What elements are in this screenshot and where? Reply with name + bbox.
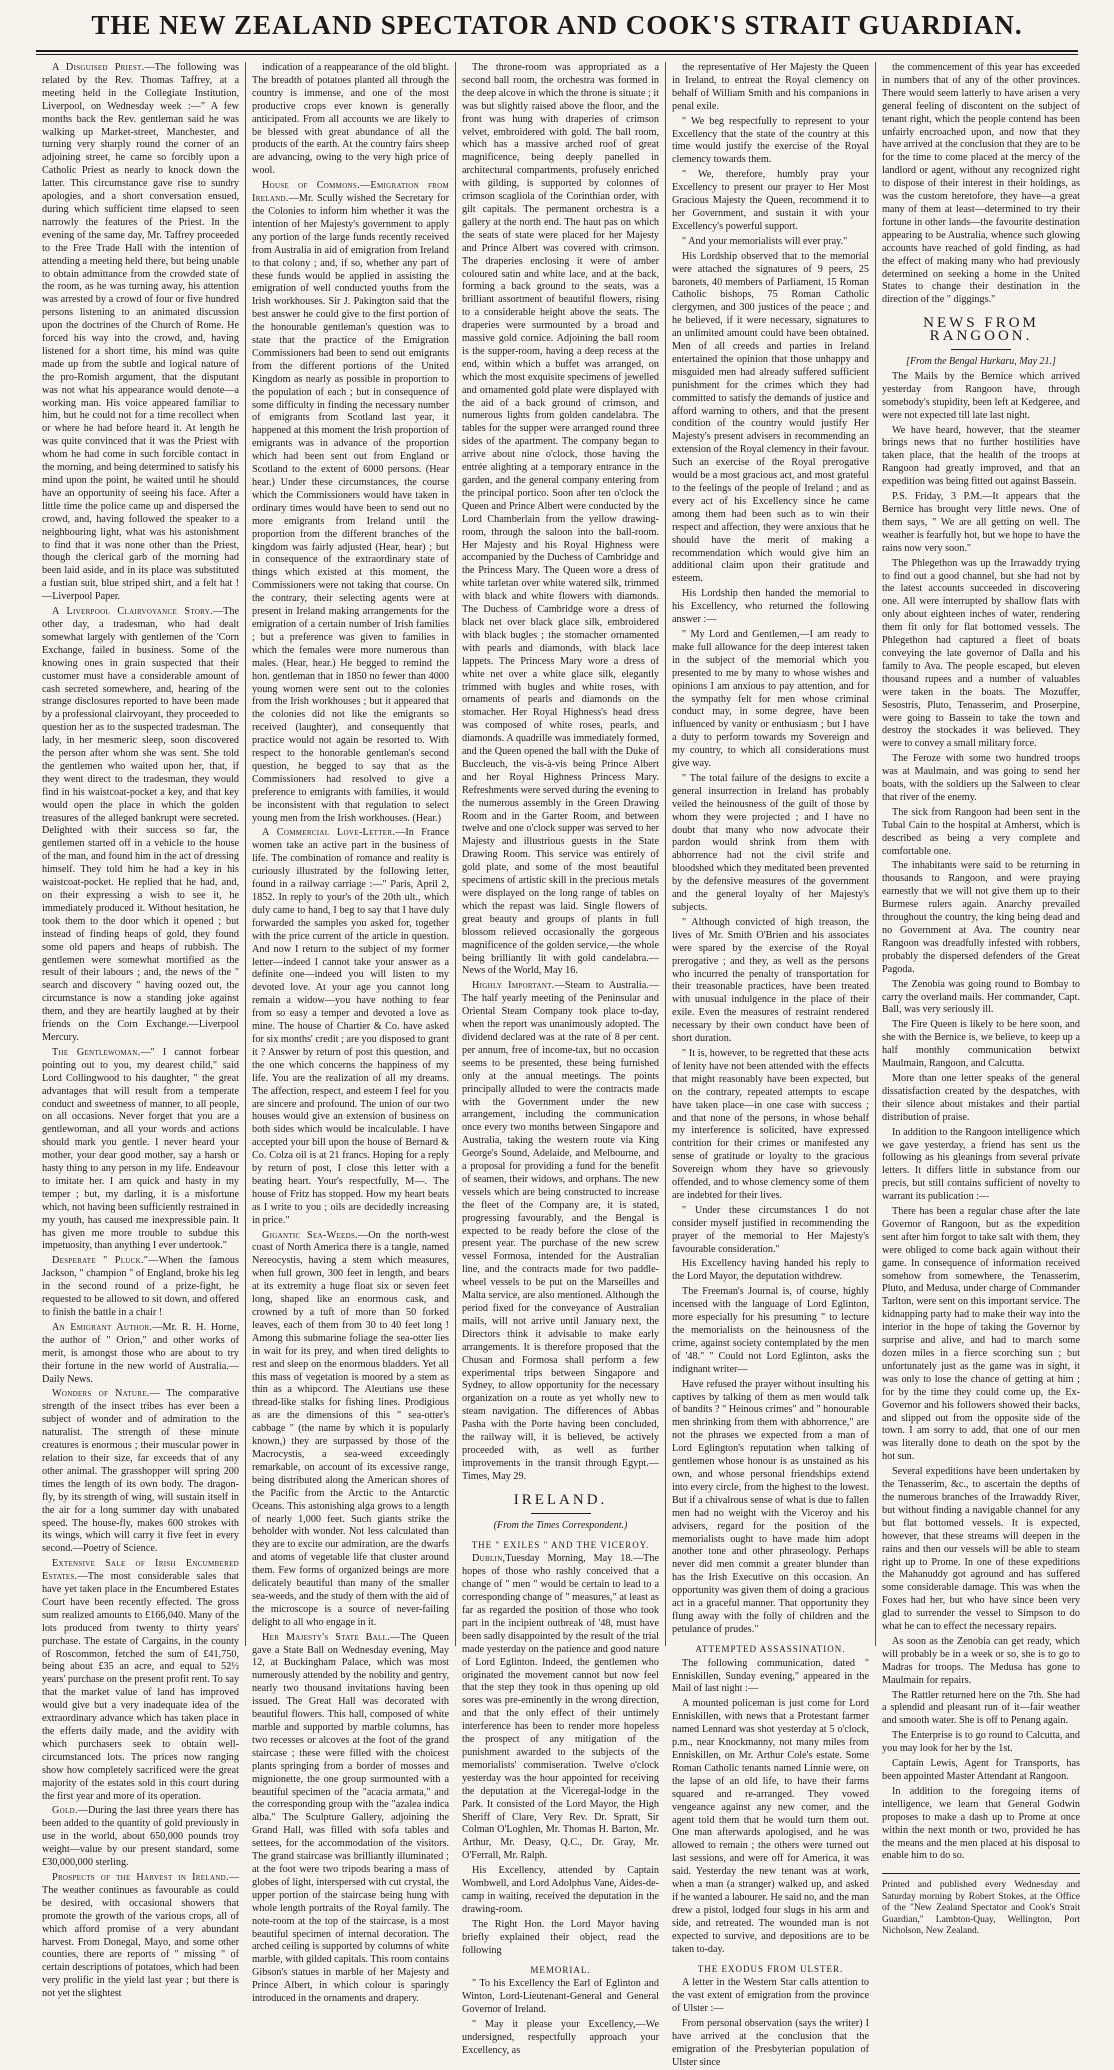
- article-paragraph: [42, 1322, 239, 1387]
- article-paragraph: [882, 1206, 1080, 1464]
- article-paragraph: [882, 1786, 1080, 1863]
- article-paragraph: [42, 1805, 239, 1870]
- article-lead: Desperate " Pluck.": [52, 1255, 149, 1267]
- imprint-text: Printed and published every Wednesday and Saturday morning by Robert Stokes, at the Office of the "New Zealand Spectator and Cook's Strait Guardian," Lambton-Quay, Wellington, Port Nicholson, New Zealand.: [882, 1880, 1080, 1937]
- article-paragraph: [672, 773, 869, 915]
- article-paragraph: [882, 1730, 1080, 1756]
- article-paragraph: [882, 1019, 1080, 1071]
- article-paragraph: [672, 2018, 869, 2070]
- article-text: In addition to the Rangoon intelligence which we gave yesterday, a friend has sent us the following as his gleanings from several private letters. It differs little in substance from our precis, but still contains sufficient of novelty to warrant its publication :—: [882, 1126, 1080, 1203]
- article-paragraph: [462, 1978, 659, 2017]
- article-text: As soon as the Zenobia can get ready, which will probably be in a week or so, she is to go to Madras for troops. The Medusa has gone to Maulmain for repairs.: [882, 1635, 1080, 1686]
- article-paragraph: [882, 979, 1080, 1018]
- article-text: The following communication, dated " Enniskillen, Sunday evening," appeared in the Mail of last night :—: [672, 1657, 869, 1695]
- article-text: —The Queen gave a State Ball on Wednesday evening, May 12, at Buckingham Palace, which was most numerously attended by the nobility and gentry, nearly two thousand invitations having been issued. The Great Hall was decorated with beautiful flowers. This hall, composed of white marble and supported by marble columns, has two recesses or alcoves at the foot of the grand staircase ; these were filled with the choicest plants springing from a border of mosses and mignionette, the one group surmounted with a beautiful specimen of the "acacia armata," and the corresponding group with the "azalea indica alba." The Sculpture Gallery, adjoining the Grand Hall, was filled with sofa tables and settees, for the accommodation of the visitors. The grand staircase was brilliantly illuminated ; at the foot were two tripods bearing a mass of globes of light, interspersed with cut crystal, the upper portion of the staircase being hung with whole length portraits of the Royal family. The note-room at the top of the staircase, is a most beautiful specimen of internal decoration. The arched ceiling is supported by columns of white marble, with gilded capitals. This room contains Gibson's statues in marble of her Majesty and Prince Albert, in which colour is sparingly introduced in the ornaments and drapery.: [252, 1631, 449, 2005]
- article-lead: Extensive Sale of Irish Encumbered Estates.: [42, 1558, 239, 1583]
- article-paragraph: [882, 491, 1080, 556]
- article-text: the commencement of this year has exceeded in numbers that of any of the other provinces. There would seem latterly to have arisen a very general feeling of discontent on the subject of tenant right, which the people contend has been unfairly encroached upon, and now that they have arrived at the conclusion that they are to be for the time to come placed at the mercy of the landlord or agent, without any recognized right to dispose of their interest in their holdings, as was the custom heretofore, they have—a great many of them at least—determined to try their fortune in other lands—the favourite destination appearing to be Australia, whence such glowing accounts have reached of gold finding, as had the effect of making many who had previously determined on seeking a home in the United States to change their destination in the direction of the " diggings.": [882, 62, 1080, 306]
- article-paragraph: [462, 1553, 659, 1863]
- article-text: Tuesday Morning, May 18.—The hopes of those who rashly conceived that a change of " men " would be certain to lead to a corresponding change of " measures," at least as far as regarded the position of those who took part in the incipient outbreak of '48, must have been sadly disappointed by the result of the trial made yesterday on the patience and good nature of Lord Eglinton. Indeed, the gentlemen who originated the movement cannot but now feel that the step they took in thus opening up old sores was pre-eminently in the wrong direction, and that the only effect of their untimely interference has been to render more hopeless the prospect of any mitigation of the punishment awarded to the subjects of the memorialists' commiseration. Twelve o'clock yesterday was the hour appointed for receiving the deputation at the Viceregal-lodge in the Park. It consisted of the Lord Mayor, the High Sheriff of Clare, Very Rev. Dr. Spratt, Sir Colman O'Loghlen, Mr. Thomas H. Barton, Mr. Arthur, Mr. Deasy, Q.C., Dr. Gray, Mr. O'Ferrall, Mr. Ralph.: [462, 1553, 659, 1862]
- article-text: " We, therefore, humbly pray your Excellency to present our prayer to Her Most Gracious Majesty the Queen, recommend it to her Government, and sustain it with your Excellency's powerful support.: [672, 169, 869, 232]
- article-lead: Gigantic Sea-Weeds.: [262, 1229, 359, 1241]
- article-lead: The Gentlewoman.: [52, 1046, 141, 1058]
- article-paragraph: [882, 860, 1080, 976]
- article-paragraph: [882, 425, 1080, 490]
- article-text: The Freeman's Journal is, of course, highly incensed with the language of Lord Eglinton, more especially for his presuming " to lecture the memorialists on the heinousness of the crime, against society contemplated by the men of '48." " Could not Lord Eglinton, asks the indignant writer—: [672, 1286, 869, 1375]
- article-text: The throne-room was appropriated as a second ball room, the orchestra was formed in the deep alcove in which the throne is situate ; it was but slightly raised above the floor, and the front was hung with draperies of crimson velvet, embroidered with gold. The ball room, which has a massive arched roof of great magnificence, being deeply panelled in architectural compartments, profusely enriched with gilding, is supported by colonnes of crimson scagliola of the Corinthian order, with gilt capitals. The permanent orchestra is a gallery at the north end. The haut pas on which the seats of state were placed for her Majesty and Prince Albert was covered with crimson. The draperies enclosing it were of amber coloured satin and white lace, and at the back, forming a back ground to the seats, was a brilliant assortment of beautiful flowers, rising to a considerable height above the seats. The draperies were surmounted by a broad and massive gold cornice. Adjoining the ball room is the supper-room, having a deep recess at the end, within which a buffet was arranged, on which the most exquisite specimens of jewelled and ornamented gold plate were displayed with the aid of a back ground of crimson, and numerous lights from golden candelabra. The tables for the supper were arranged round three sides of the apartment. The company began to arrive about nine o'clock, those having the entrée alighting at a temporary entrance in the garden, and the general company entering from the principal portico. Soon after ten o'clock the Queen and Prince Albert were conducted by the Lord Chamberlain from the yellow drawing-room, through the saloon into the ball-room. Her Majesty and his Royal Highness were accompanied by the Duchess of Cambridge and the Princess Mary. The Queen wore a dress of white tarletan over white watered silk, trimmed with black and white flowers with diamonds. The Duchess of Cambridge wore a dress of black net over black glace silk, embroidered with black bugles ; the stomacher ornamented with pearls and diamonds, with black lace lappets. The Princess Mary wore a dress of white net over a white glace silk, elegantly trimmed with bugles and white roses, with ornaments of pearls and diamonds on the stomacher. Her Royal Highness's head dress was composed of white roses, pearls, and diamonds. A quadrille was immediately formed, and the Queen opened the ball with the Duke of Buccleuch, the vis-à-vis being Prince Albert and her Royal Highness Princess Mary. Refreshments were served during the evening to the numerous assembly in the Green Drawing Room and in the Garter Room, and between twelve and one o'clock supper was served to her Majesty and illustrious guests in the State Drawing Room. This service was entirely of gold plate, and some of the most beautiful specimens of artistic skill in the precious metals were displayed on the long range of tables on which the repast was laid. Single flowers of great beauty and groups of plants in full blossom relieved occasionally the gorgeous magnificence of the golden service,—the whole being brilliantly lit with gold candelabra.—News of the World, May 16.: [462, 62, 659, 977]
- article-text: The inhabitants were said to be returning in thousands to Rangoon, and were praying earnestly that we will not give them up to their Burmese rulers again. Anarchy prevailed throughout the country, the king being dead and no Government at Ava. The country near Rangoon was dreadfully infested with robbers, probably the dispersed defenders of the Great Pagoda.: [882, 860, 1080, 975]
- column-2: [246, 62, 456, 2005]
- masthead-rule-thin: [36, 54, 1078, 55]
- article-paragraph: [672, 62, 869, 114]
- article-text: — The comparative strength of the insect tribes has ever been a subject of wonder and of admiration to the naturalist. The strength of these minute creatures is enormous ; their muscular power in relation to their size, far exceeds that of any other animal. The grasshopper will spring 200 times the length of its own body. The dragon-fly, by its strength of wing, will sustain itself in the air for a long summer day with unabated speed. The house-fly, makes 600 strokes with its wings, which will carry it five feet in every second.—Poetry of Science.: [42, 1388, 239, 1555]
- article-text: We have heard, however, that the steamer brings news that no further hostilities have taken place, that the health of the troops at Rangoon had greatly improved, and that an expedition was being fitted out against Bassein.: [882, 424, 1080, 488]
- article-paragraph: [462, 1865, 659, 1917]
- section-heading: NEWS FROM RANGOON.: [923, 315, 1039, 345]
- article-paragraph: [672, 1977, 869, 2016]
- article-text: Captain Lewis, Agent for Transports, has been appointed Master Attendant at Rangoon.: [882, 1758, 1080, 1782]
- column-1: [36, 62, 246, 2000]
- article-text: " Although convicted of high treason, the lives of Mr. Smith O'Brien and his associates were spared by the exercise of the Royal prerogative ; and they, as well as the persons who incurred the penalty of transportation for their treasonable practices, have been treated with unusual indulgence in the place of their exile. Even the measures of restraint rendered necessary by their own conduct have been of short duration.: [672, 916, 869, 1045]
- subheading: THE EXODUS FROM ULSTER.: [697, 1963, 844, 1974]
- section-heading: IRELAND.: [513, 1491, 608, 1508]
- column-5: [876, 62, 1086, 1937]
- article-text: The Right Hon. the Lord Mayor having briefly explained their object, read the following: [462, 1918, 659, 1956]
- article-paragraph: [882, 807, 1080, 859]
- article-text: " May it please your Excellency,—We undersigned, respectfully approach your Excellency, as: [462, 2019, 659, 2056]
- section-source: [From the Bengal Hurkaru, May 21.]: [906, 356, 1056, 368]
- article-paragraph: [882, 753, 1080, 805]
- article-text: Several expeditions have been undertaken by the Tenasserim, &c., to ascertain the depths of the numerous branches of the Irrawaddy River, but without finding a navigable channel for any but flat bottomed vessels. It is expected, however, that these streams will deepen in the rains and then our vessels will be able to steam right up to Prome. In one of these expeditions the Mahanuddy got aground and has suffered some considerable damage. This was when the Foxes had her, but who have since been very glad to surrender the vessel to Simpson to do what he can to effect the necessary repairs.: [882, 1466, 1080, 1633]
- article-paragraph: [672, 1205, 869, 1257]
- article-text: " And your memorialists will ever pray.": [682, 235, 848, 247]
- columns: [36, 62, 1086, 2068]
- article-text: —On the north-west coast of North America there is a tangle, named Nereocystis, having a stem which measures, when full grown, 300 feet in length, and bears at its extremity a huge float six or seven feet long, shaped like an enormous cask, and crowned by a tuft of more than 50 forked leaves, each of them from 30 to 40 feet long ! Among this submarine foliage the sea-otter lies in wait for its prey, and when tired delights to rest and sleep on the enormous bladders. Yet all this mass of vegetation is moored by a stem as thin as a whipcord. The Aleutians use these thread-like stalks for fishing lines. Prodigious as are the dimensions of this " sea-otter's cabbage " (the name by which it is popularly known,) they are surpassed by those of the Macrocystis, a sea-weed exceedingly remarkable, on account of its excessive range, being distributed along the American shores of the Pacific from the Arctic to the Antarctic Oceans. This astonishing alga grows to a length of nearly 1,000 feet. Such giants strike the beholder with wonder. Not less calculated than they are to excite our admiration, are the dwarfs and atoms of vegetable life that cluster around them. Few forms of organized beings are more delicately beautiful than many of the smaller sea-weeds, and the study of them with the aid of the microscope is a source of never-failing delight to all who engage in it.: [252, 1229, 450, 1628]
- article-paragraph: [42, 606, 239, 1045]
- article-lead: Dublin,: [472, 1553, 506, 1565]
- article-text: His Lordship observed that to the memorial were attached the signatures of 9 peers, 25 baronets, 40 members of Parliament, 15 Roman Catholic bishops, 75 Roman Catholic clergymen, and 300 justices of the peace ; and he believed, if it were necessary, signatures to an unlimited amount could have been obtained. Men of all creeds and parties in Ireland entertained the opinion that those unhappy and misguided men had already suffered sufficient punishment for the crimes which they had committed to satisfy the demands of justice and afford warning to others, and that the present condition of the country would justify Her Majesty's present advisers in recommending an extension of the Royal clemency in their favour. Such an exercise of the Royal prerogative would be a most gracious act, and most grateful to the feelings of the people of Ireland ; and as every act of his Excellency since he came among them had been such as to win their respect and affection, they were anxious that he should have the merit of making a recommendation which would give him an additional claim upon their gratitude and esteem.: [672, 250, 869, 585]
- article-lead: Highly Important.: [472, 980, 555, 992]
- article-paragraph: [672, 588, 869, 627]
- article-paragraph: [462, 62, 659, 978]
- article-lead: House of Commons.—Emigration from Ireland.: [252, 180, 449, 205]
- article-text: —The weather continues as favourable as could be desired, with occasional showers that promote the growth of the various crops, all of which afford promise of a very abundant harvest. From Donegal, Mayo, and some other counties, there are reports of " missing " of certain descriptions of potatoes, which had been very prolific in the yield last year ; but there is not yet the slightest: [42, 1871, 239, 2000]
- article-lead: A Disguised Priest.: [52, 62, 145, 73]
- article-lead: A Liverpool Clairvoyance Story.: [52, 606, 213, 618]
- article-paragraph: [882, 558, 1080, 752]
- article-text: A mounted policeman is just come for Lord Enniskillen, with news that a Protestant farmer named Lennard was shot yesterday at 5 o'clock, p.m., near Knockmanny, not many miles from Enniskillen, on Mr. Arthur Cole's estate. Some Roman Catholic tenants named Linnie were, on the lapse of an old life, to have their farms squared and re-arranged. They vowed vengeance against any new comer, and the agent told them that he would turn them out. One man afterwards apologised, and he was allowed to remain ; the others were turned out last sessions, and were off for America, it was said. Yesterday the new tenant was at work, when a man (a stranger) walked up, and asked if he wanted a labourer. He said no, and the man drew a pistol, lodged four slugs in his arm and side, and retreated. The wounded man is not expected to survive, and depositions are to be taken to-day.: [672, 1698, 869, 1955]
- article-text: " My Lord and Gentlemen,—I am ready to make full allowance for the deep interest taken in the subject of the memorial which you presented to me by many to whose wishes and opinions I am anxious to pay attention, and for the sympathy felt for men whose criminal conduct may, in some degree, have been influenced by vanity or enthusiasm ; but I have a duty to perform towards my Sovereign and my country, to which all considerations must give way.: [672, 628, 869, 770]
- article-lead: Wonders of Nature.: [52, 1388, 150, 1400]
- article-paragraph: [672, 629, 869, 771]
- article-text: —When the famous Jackson, " champion " of England, broke his leg in the second round of a prize-fight, he requested to be allowed to sit down, and offered to finish the battle in a chair !: [42, 1255, 239, 1318]
- article-paragraph: [672, 1379, 869, 1637]
- article-text: There has been a regular chase after the late Governor of Rangoon, but as the expedition sent after him forgot to take salt with them, they were obliged to come back again without their game. In consequence of information received somehow from somewhere, the Tenasserim, Pluto, and Medusa, under charge of Commander Tarlton, were sent on this important service. The kidnapping party had to make their way into the interior in the hope of taking the Governor by surprise and alive, and had to march some dozen miles in a fierce scorching sun ; but unfortunately just as the game was in sight, it was only to lose the chance of getting at him ; for by the time they could come up, the Ex-Governor and his followers showed their backs, and slipped out from the opposite side of the town. I am sorry to add, that one of our men was literally done to death on the spot by the hot sun.: [882, 1206, 1080, 1463]
- article-lead: Her Majesty's State Ball.: [262, 1631, 391, 1643]
- subheading: THE " EXILES " AND THE VICEROY.: [471, 1539, 650, 1550]
- article-text: The Enterprise is to go round to Calcutta, and you may look for her by the 1st.: [882, 1730, 1080, 1755]
- article-paragraph: [882, 1073, 1080, 1125]
- article-text: —Steam to Australia.—The half yearly meeting of the Peninsular and Oriental Steam Company took place to-day, when the report was unanimously adopted. The dividend declared was at the rate of 8 per cent. per annum, free of income-tax, but no occasion seems to be presented, these being furnished only at the annual meetings. The points principally alluded to were the contracts made with the Government under the new arrangement, including the communication once every two months between Singapore and Australia, taking the western route via King George's Sound, Adelaide, and Melbourne, and a proposal for providing a fund for the benefit of seamen, their widows, and orphans. The new vessels which are being constructed to increase the fleet of the Company are, it is stated, progressing favourably, and the Bengal is expected to be ready before the close of the present year. The purchase of the new screw vessel Formosa, intended for the Australian line, and the contracts made for two paddle-wheel vessels to be put on the Marseilles and Malta service, are also mentioned. Although the period fixed for the conveyance of Australian mails, will not arrive until January next, the Directors think it advisable to make early arrangements. It is therefore proposed that the Chusan and Formosa shall perform a few experimental trips between Singapore and Sydney, to allow opportunity for the necessary organization on a route as yet wholly new to steam navigation. The differences of Abbas Pasha with the Porte having been concluded, the railway will, it is believed, be actively proceeded with, as well as further improvements in the transit through Egypt.—Times, May 29.: [462, 980, 660, 1482]
- article-paragraph: [252, 1632, 449, 2006]
- article-paragraph: [672, 1698, 869, 1956]
- section-rule: [951, 349, 1011, 350]
- article-text: More than one letter speaks of the general dissatisfaction created by the despatches, with their silence about mistakes and their partial distribution of praise.: [882, 1072, 1080, 1123]
- article-text: " To his Excellency the Earl of Eglinton and Winton, Lord-Lieutenant-General and General Governor of Ireland.: [462, 1978, 659, 2016]
- article-paragraph: [882, 1636, 1080, 1688]
- article-paragraph: [252, 827, 449, 1227]
- article-text: The sick from Rangoon had been sent in the Tubal Cain to the hospital at Amherst, which is described as being a very complete and comfortable one.: [882, 806, 1080, 857]
- article-paragraph: [882, 1690, 1080, 1729]
- imprint: [882, 1873, 1080, 1938]
- article-text: A letter in the Western Star calls attention to the vast extent of emigration from the province of Ulster :—: [672, 1977, 869, 2015]
- article-text: —" I cannot forbear pointing out to you, my dearest child," said Lord Collingwood to his daughter, " the great advantages that will result from a temperate conduct and sweetness of manner, to all people, on all occasions. Never forget that you are a gentlewoman, and all your words and actions should mark you gentle. I never heard your mother, your dear good mother, say a harsh or hasty thing to any person in my life. Endeavour to imitate her. I am quick and hasty in my temper ; but, my darling, it is a misfortune which, not having been sufficiently restrained in my youth, has caused me inexpressible pain. It has given me more trouble to subdue this impetuosity, than anything I ever undertook.": [42, 1046, 239, 1252]
- article-paragraph: [252, 180, 449, 825]
- article-lead: Gold.: [52, 1805, 78, 1817]
- article-lead: Prospects of the Harvest in Ireland.: [52, 1871, 229, 1883]
- article-text: His Excellency having handed his reply to the Lord Mayor, the deputation withdrew.: [672, 1258, 869, 1283]
- article-text: —Mr. R. H. Horne, the author of " Orion," and other works of merit, is amongst those who are about to try their fortune in the new world of Australia.—Daily News.: [42, 1321, 240, 1385]
- article-paragraph: [252, 1230, 449, 1630]
- article-text: The Mails by the Bernice which arrived yesterday from Rangoon have, through somebody's stupidity, been left at Kedgeree, and were not expected till late last night.: [882, 370, 1080, 421]
- article-text: —During the last three years there has been added to the quantity of gold previously in use in the world, about 650,000 pounds troy weight—value by our present standard, some £30,000,000 sterling.: [42, 1805, 239, 1869]
- article-text: The Phlegethon was up the Irrawaddy trying to find out a good channel, but she had not by the latest accounts succeeded in discovering one. All were interrupted by shallow flats with only about eighteen inches of water, rendering them fit only for flat bottomed vessels. The Phlegethon had captured a fleet of boats conveying the late governor of Dalla and his family to Ava. The people escaped, but eleven thousand rupees and a number of valuables were taken in the boats. The Mozuffer, Sesostris, Pluto, Tenasserim, and Proserpine, were going to Bassein to take the town and destroy the stockades it was believed. They were to convey a small military force.: [882, 557, 1080, 750]
- article-text: " We beg respectfully to represent to your Excellency that the state of the country at this time would justify the exercise of the Royal clemency towards them.: [672, 115, 869, 166]
- article-lead: A Commercial Love-Letter.: [262, 827, 396, 839]
- article-paragraph: [42, 1255, 239, 1320]
- article-text: Have refused the prayer without insulting his captives by talking of them as men would talk of bandits ? " Heinous crimes" and " honourable men shrinking from them with abhorrence," are not the phrases we expected from a man of Lord Eglington's reputation when talking of gentlemen whose honour is as unstained as his own, and whose personal friendships extend into every circle, from the highest to the lowest. But if a chivalrous sense of what is due to fallen men had no weight with the Viceroy and his advisers, regard for the position of the memorialists ought to have made him adopt another tone and other phraseology. Perhaps never did men commit a greater blunder than has the Irish Executive on this occasion. An opportunity was given them of doing a gracious act in a graceful manner. That opportunity they flung away with the folly of children and the petulance of prudes.": [672, 1378, 869, 1635]
- article-text: The Zenobia was going round to Bombay to carry the overland mails. Her commander, Capt. Ball, was very seriously ill.: [882, 978, 1080, 1016]
- article-paragraph: [672, 917, 869, 1046]
- article-text: P.S. Friday, 3 P.M.—It appears that the Bernice has brought very little news. One of them says, " We are all getting on well. The weather is fearfully hot, but we hope to have the rains now very soon.": [882, 491, 1080, 554]
- section-source: (From the Times Correspondent.): [493, 1519, 628, 1531]
- article-paragraph: [672, 236, 869, 249]
- column-4: [666, 62, 876, 2068]
- article-text: —The following was related by the Rev. Thomas Taffrey, at a meeting held in the Collegiate Institution, Liverpool, on Wednesday week :—" A few months back the Rev. gentleman said he was walking up Market-street, Manchester, and turning very sharply round the corner of an adjoining street, he came so forcibly upon a Catholic Priest as nearly to knock down the latter. This circumstance gave rise to sundry apologies, and a short conversation ensued, during which sufficient time elapsed to seen narrowly the features of the Priest. In the evening of the same day, Mr. Taffrey proceeded to the Free Trade Hall with the intention of attending a meeting held there, but being unable to obtain admittance from the crowded state of the room, as he was turning away, his attention was arrested by a crowd of four or five hundred persons listening to an animated discussion upon the doctrines of the Church of Rome. He forced his way into the crowd, and, having listened for a short time, his mind was quite made up from the subtle and logical nature of the pro-Romish argument, that the disputant was not what his appearance would denote—a working man. His voice appeared familiar to him, but he could not for a time recollect when or where he had before heard it. At length he was quite convinced that it was the Priest with whom he had come in such forcible contact in the morning, and being determined to satisfy his mind upon the point, he waited until he should have an opportunity of seeing his face. After a little time the police came up and dispersed the crowd, and, having followed the speaker to a neighbouring light, what was his astonishment to find that it was none other than the Priest, though the clerical garb of the morning had been laid aside, and in its place was substituted a fustian suit, blue striped shirt, and a felt hat !—Liverpool Paper.: [42, 62, 239, 603]
- article-text: In addition to the foregoing items of intelligence, we learn that General Godwin proposes to make a dash up to Prome at once within the next month or two, provided he has the means and the men placed at his disposal to enable him to do so.: [882, 1785, 1080, 1862]
- article-text: The Feroze with some two hundred troops was at Maulmain, and was going to send her boats, with the soldiers up the Salween to clear that river of the enemy.: [882, 753, 1080, 803]
- article-paragraph: [42, 1388, 239, 1556]
- article-lead: An Emigrant Author.: [52, 1321, 153, 1333]
- article-paragraph: [672, 251, 869, 587]
- article-text: The Rattler returned here on the 7th. She had a splendid and pleasant run of it—fair weather and smooth water. She is off to Penang again.: [882, 1689, 1080, 1727]
- article-paragraph: [42, 1558, 239, 1803]
- article-paragraph: [252, 62, 449, 178]
- subheading: MEMORIAL.: [530, 1964, 591, 1975]
- section-rule: [531, 1513, 591, 1514]
- article-text: His Lordship then handed the memorial to his Excellency, who returned the following answer :—: [672, 588, 869, 626]
- article-paragraph: [462, 2019, 659, 2058]
- article-paragraph: [462, 1919, 659, 1958]
- masthead-rule: [36, 50, 1078, 52]
- article-text: The Fire Queen is likely to be here soon, and she with the Bernice is, we believe, to keep up a half monthly communication betwixt Maulmain, Rangoon, and Calcutta.: [882, 1019, 1080, 1070]
- article-paragraph: [882, 1466, 1080, 1634]
- article-paragraph: [882, 1127, 1080, 1204]
- masthead: THE NEW ZEALAND SPECTATOR AND COOK'S STRAIT GUARDIAN.: [91, 10, 1023, 40]
- article-text: —The most considerable sales that have yet taken place in the Encumbered Estates Court have been recently effected. The gross sum realized amounts to £166,040. Many of the lots produced from twenty to thirty years' purchase. The estate of Cargains, in the county of Roscommon, fetched the sum of £41,750, being about £35 an acre, and equal to 52½ years' purchase on the present profit rent. To say that the market value of land has improved would give but a very inadequate idea of the extraordinary advance which has taken place in the efferts daily made, and the avidity with which purchasers seek to obtain well-circumstanced lots. The prices now ranging show how completely sacrificed were the great majority of the estates sold in this court during the first year and more of its operation.: [42, 1571, 239, 1802]
- article-text: indication of a reappearance of the old blight. The breadth of potatoes planted all through the country is immense, and one of the most productive crops ever known is generally anticipated. From all accounts we are likely to be blessed with great abundance of all the products of the earth. At the country fairs sheep are advancing, owing to the very high price of wool.: [252, 62, 449, 177]
- column-3: [456, 62, 666, 2056]
- article-paragraph: [882, 371, 1080, 423]
- article-paragraph: [882, 62, 1080, 307]
- subheading: ATTEMPTED ASSASSINATION.: [695, 1643, 846, 1654]
- article-paragraph: [42, 1872, 239, 2001]
- article-paragraph: [462, 980, 659, 1483]
- article-paragraph: [672, 1048, 869, 1203]
- article-text: —In France women take an active part in the business of life. The combination of romance and reality is curiously illustrated by the following letter, found in a railway carriage :—" Paris, April 2, 1852. In reply to your's of the 20th ult., which duly came to hand, I beg to say that I have duly forwarded the samples you asked for, together with the price current of the article in question. And now I return to the subject of my former letter—indeed I cannot take your answer as a definite one—indeed you will listen to my devoted love. At your age you cannot long remain a widow—you have nothing to fear from so easy a temper and devoted a love as mine. The house of Chartier & Co. have asked for six months' credit ; are you disposed to grant it ? Answer by return of post this question, and the one which concerns the happiness of my life. You are the realization of all my dreams. The affection, respect, and esteem I feel for you are sincere and profound. The union of our two houses would give an extension of business on both sides which would be incalculable. I have accepted your bill upon the house of Bernard & Co. Colza oil is at 21 francs. Hoping for a reply by return of post, I close this letter with a beating heart. Your's respectfully, M—. The house of Fritz has stopped. How my heart beats as I write to you ; oils are decidedly increasing in price.": [252, 827, 449, 1226]
- article-text: From personal observation (says the writer) I have arrived at the conclusion that the emigration of the Presbyterian population of Ulster since: [672, 2018, 869, 2068]
- article-paragraph: [672, 116, 869, 168]
- article-text: His Excellency, attended by Captain Wombwell, and Lord Adolphus Vane, Aides-de-camp in waiting, received the deputation in the drawing-room.: [462, 1865, 659, 1915]
- article-text: —Mr. Scully wished the Secretary for the Colonies to inform him whether it was the intention of her Majesty's government to apply any portion of the large funds recently received from Australia in aid of emigration from Ireland to that colony ; and, if so, whether any part of these funds would be applied in assisting the emigration of well conducted youths from the Irish workhouses. Sir J. Pakington said that the best answer he could give to the first portion of the honourable gentleman's question was to state that the practice of the Emigration Commissioners had been to send out emigrants from the different portions of the United Kingdom as nearly as possible in proportion to the population of each ; but in consequence of some difficulty in finding the necessary number of emigrants from Scotland last year, it happened at this moment the Irish proportion of emigrants was in advance of the proportion which had been sent out from England or Scotland to the extent of 6000 persons. (Hear hear.) Under these circumstances, the course which the Commissioners would have taken in ordinary times would have been to send out no more emigrants from Ireland until the proportion from the different branches of the kingdom was fairly adjusted (Hear, hear) ; but in consequence of the extraordinary state of things which existed at this moment, the Commissioners were not taking that course. On the contrary, their selecting agents were at present in Ireland making arrangements for the emigration of a certain number of Irish families ; but a preference was given to families in which the females were more numerous than males. (Hear, hear.) He begged to remind the hon. gentleman that in 1850 no fewer than 4000 young women were sent out to the colonies from the Irish workhouses ; but it appeared that the colonies did not like the emigrants so received (laughter), and consequently that practice would not again be resorted to. With respect to the honorable gentleman's second question, he begged to say that as the Commissioners had resolved to give a preference to emigrants with families, it would be inconsistent with that regulation to select young men from the Irish workhouses. (Hear.): [252, 193, 449, 824]
- article-paragraph: [882, 1758, 1080, 1784]
- article-text: " It is, however, to be regretted that these acts of lenity have not been attended with the effects that might reasonably have been expected, but on the contrary, repeated attempts to escape have taken place—in one case with success ; and that none of the persons, in whose behalf my interference is solicited, have expressed contrition for their crimes or manifested any sense of gratitude or loyalty to the gracious Sovereign whom they have so grievously offended, and to whose clemency some of them are indebted for their lives.: [672, 1047, 869, 1201]
- article-paragraph: [672, 1258, 869, 1284]
- article-paragraph: [42, 1047, 239, 1254]
- article-text: " The total failure of the designs to excite a general insurrection in Ireland has probably veiled the heinousness of the guilt of those by whom they were projected ; and I have no doubt that many who now advocate their pardon would shrink from them with abhorrence had not the civil strife and bloodshed which they meditated been prevented by the defensive measures of the government and the general loyalty of her Majesty's subjects.: [672, 772, 869, 913]
- article-text: the representative of Her Majesty the Queen in Ireland, to entreat the Royal clemency on behalf of William Smith and his companions in penal exile.: [672, 62, 869, 112]
- article-paragraph: [42, 62, 239, 604]
- article-paragraph: [672, 1658, 869, 1697]
- article-text: —The other day, a tradesman, who had dealt somewhat largely with gentlemen of the 'Corn Exchange, failed in business. Some of the knowing ones in grain suspected that their customer must have a considerable amount of cash secreted somewhere, and, hearing of the strange disclosures reported to have been made by a professional clairvoyant, they proceeded to question her as to the suspected tradesman. The lady, in her mesmeric sleep, soon discovered the person after whom she was sent. She told the gentlemen who waited upon her, that, if they went direct to the tradesman, they would find in his waistcoat-pocket a key, and that key would open the place in which the golden treasures of the alleged bankrupt were secreted. Delighted with their success so far, the gentlemen started off in a vehicle to the house of the man, and found him in the act of dressing himself. They told him he had a key in his waistcoat-pocket. He replied that he had, and, on their expressing a wish to see it, he immediately produced it. Without hesitation, he took them to the door which it opened ; but instead of finding heaps of gold, they found some old papers and heaps of rubbish. The gentlemen were somewhat mortified as the result of their labours ; and, the news of the " search and discovery " having oozed out, the circumstance is now a standing joke against them, and they are heartily laughed at by their friends on the Corn Exchange.—Liverpool Mercury.: [42, 606, 239, 1043]
- article-paragraph: [672, 169, 869, 234]
- article-paragraph: [672, 1286, 869, 1376]
- article-text: " Under these circumstances I do not consider myself justified in recommending the prayer of the memorial to Her Majesty's favourable consideration.": [672, 1204, 869, 1255]
